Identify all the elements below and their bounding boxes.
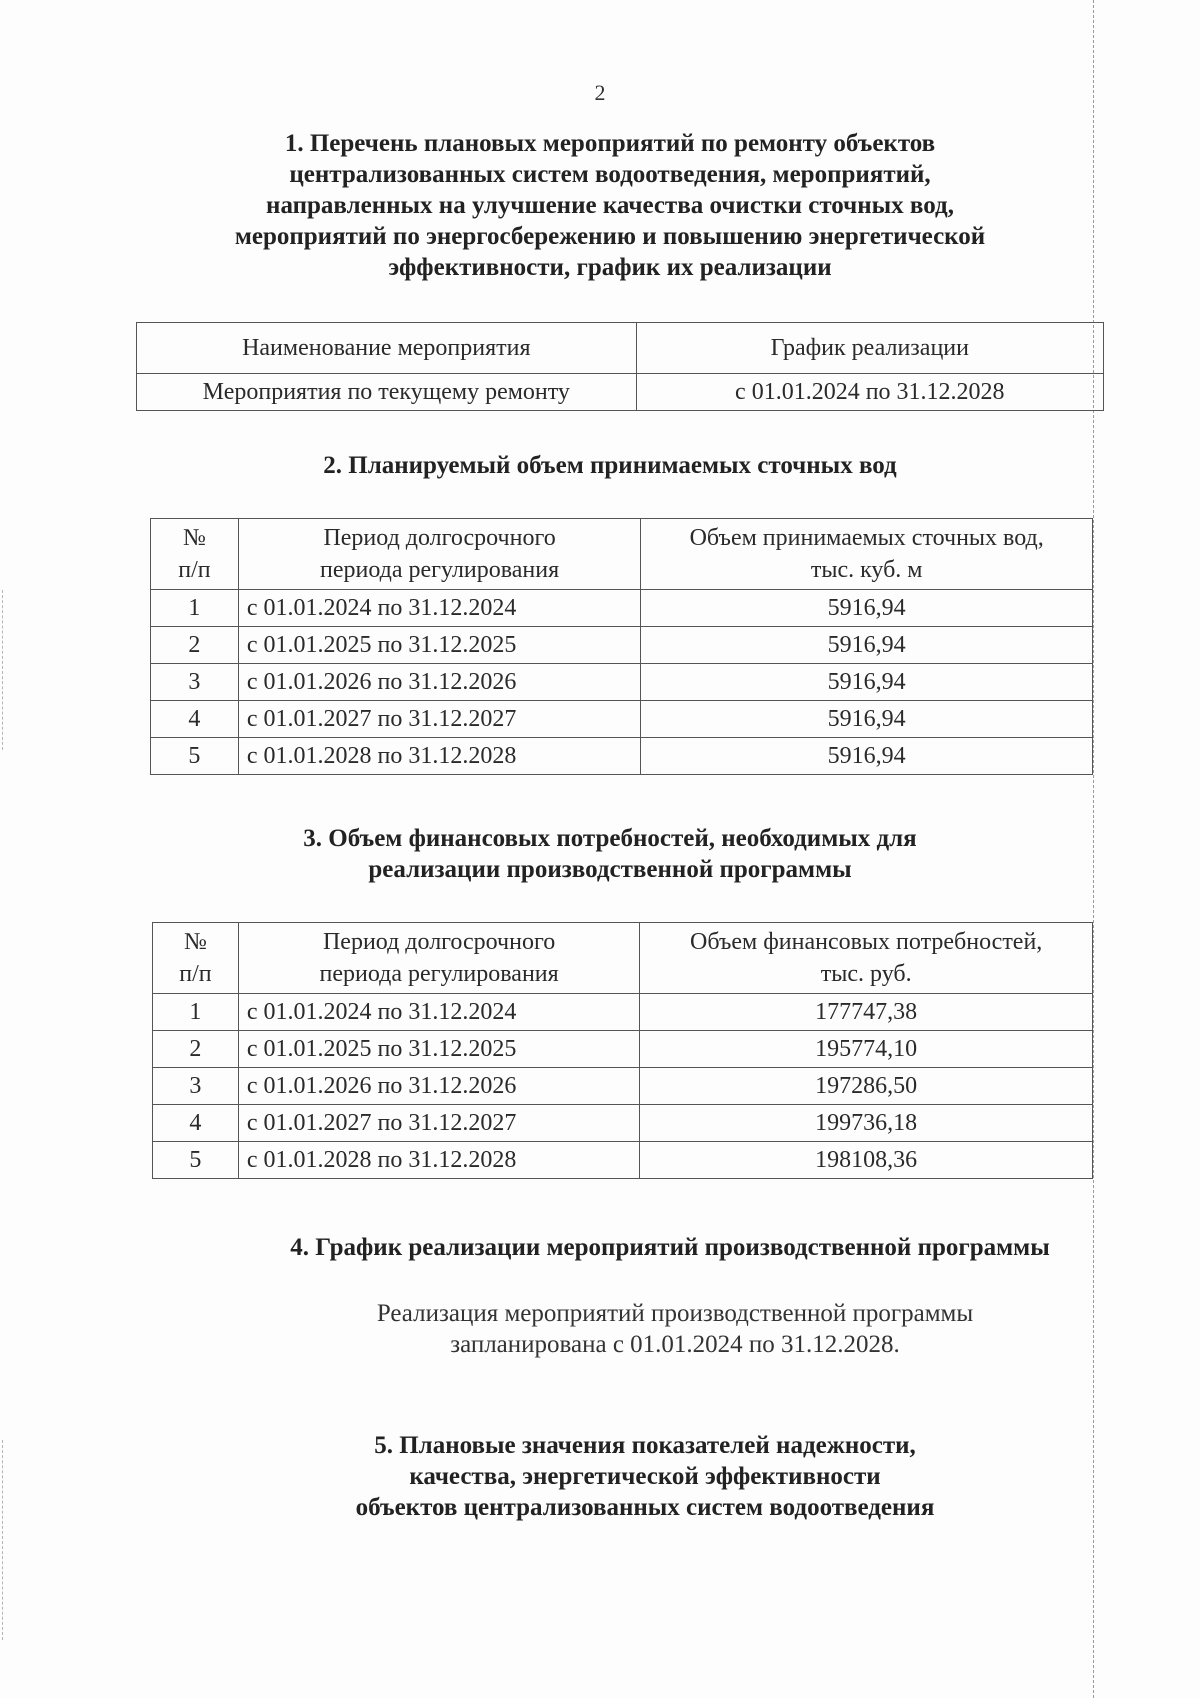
section4-text-line: запланирована с 01.01.2024 по 31.12.2028. (450, 1331, 900, 1358)
section2-table (150, 518, 1093, 775)
section4-text-line: Реализация мероприятий производственной программы (376, 1300, 974, 1327)
table-row (153, 1142, 1093, 1179)
table-row (151, 590, 1093, 627)
column-header: График реализации (636, 323, 1103, 374)
section1-title-line: направленных на улучшение качества очистки сточных вод, (266, 192, 954, 219)
row-number: 5 (153, 1142, 239, 1179)
row-period: с 01.01.2024 по 31.12.2024 (238, 590, 641, 627)
section1-table (136, 322, 1104, 411)
column-header-period (238, 923, 640, 994)
header-line: п/п (178, 557, 211, 583)
row-number: 4 (151, 701, 239, 738)
row-value: 177747,38 (640, 994, 1093, 1031)
table-row (153, 994, 1093, 1031)
table-header-row (153, 923, 1093, 994)
row-period: с 01.01.2028 по 31.12.2028 (238, 738, 641, 775)
row-number: 3 (153, 1068, 239, 1105)
row-value: 5916,94 (641, 590, 1093, 627)
table-row (137, 374, 1104, 411)
header-line: п/п (179, 961, 212, 987)
table-cell: Мероприятия по текущему ремонту (137, 374, 637, 411)
page-number: 2 (594, 80, 606, 105)
header-line: периода регулирования (319, 961, 559, 987)
section5-title-line: объектов централизованных систем водоотведения (355, 1494, 935, 1521)
column-header: Наименование мероприятия (137, 323, 637, 374)
table-cell: с 01.01.2024 по 31.12.2028 (636, 374, 1103, 411)
section5-title-line: качества, энергетической эффективности (409, 1463, 881, 1490)
scan-left-edge-mark (2, 1440, 3, 1640)
table-row (151, 738, 1093, 775)
section1-title-line: мероприятий по энергосбережению и повышению энергетической (234, 223, 986, 250)
section3-title-line: 3. Объем финансовых потребностей, необходимых для (303, 825, 917, 852)
table-header-row (151, 519, 1093, 590)
column-header-finance (640, 923, 1093, 994)
header-line: Период долгосрочного (322, 929, 556, 955)
table-row (151, 701, 1093, 738)
column-header-period (238, 519, 641, 590)
row-number: 3 (151, 664, 239, 701)
row-period: с 01.01.2026 по 31.12.2026 (238, 1068, 640, 1105)
section4-text (250, 1298, 1100, 1360)
column-header-number (153, 923, 239, 994)
column-header-volume (641, 519, 1093, 590)
row-value: 5916,94 (641, 701, 1093, 738)
column-header-number (151, 519, 239, 590)
header-line: Период долгосрочного (323, 525, 556, 551)
section5-title (230, 1430, 1060, 1523)
header-line: № (183, 929, 207, 955)
header-line: тыс. куб. м (810, 557, 923, 583)
row-number: 2 (153, 1031, 239, 1068)
row-period: с 01.01.2027 по 31.12.2027 (238, 1105, 640, 1142)
row-period: с 01.01.2027 по 31.12.2027 (238, 701, 641, 738)
header-line: тыс. руб. (820, 961, 912, 987)
section5-title-line: 5. Плановые значения показателей надежности, (374, 1432, 916, 1459)
scan-left-edge-mark (2, 590, 3, 750)
section1-title (160, 128, 1060, 283)
row-number: 1 (151, 590, 239, 627)
row-value: 197286,50 (640, 1068, 1093, 1105)
row-period: с 01.01.2025 по 31.12.2025 (238, 627, 641, 664)
row-period: с 01.01.2024 по 31.12.2024 (238, 994, 640, 1031)
section3-title (160, 823, 1060, 885)
section2-title: 2. Планируемый объем принимаемых сточных вод (323, 452, 897, 479)
row-number: 2 (151, 627, 239, 664)
row-period: с 01.01.2028 по 31.12.2028 (238, 1142, 640, 1179)
row-number: 1 (153, 994, 239, 1031)
table-row (151, 627, 1093, 664)
table-row (153, 1105, 1093, 1142)
section1-title-line: 1. Перечень плановых мероприятий по ремонту объектов (284, 130, 936, 157)
row-value: 5916,94 (641, 627, 1093, 664)
row-value: 198108,36 (640, 1142, 1093, 1179)
row-period: с 01.01.2025 по 31.12.2025 (238, 1031, 640, 1068)
table-row (153, 1068, 1093, 1105)
header-line: Объем финансовых потребностей, (690, 929, 1043, 955)
table-header-row (137, 323, 1104, 374)
row-number: 4 (153, 1105, 239, 1142)
header-line: периода регулирования (319, 557, 560, 583)
header-line: Объем принимаемых сточных вод, (689, 525, 1044, 551)
row-period: с 01.01.2026 по 31.12.2026 (238, 664, 641, 701)
section1-title-line: централизованных систем водоотведения, мероприятий, (289, 161, 931, 188)
row-value: 195774,10 (640, 1031, 1093, 1068)
row-number: 5 (151, 738, 239, 775)
section1-title-line: эффективности, график их реализации (388, 254, 832, 281)
row-value: 5916,94 (641, 664, 1093, 701)
row-value: 5916,94 (641, 738, 1093, 775)
section4-title: 4. График реализации мероприятий производственной программы (290, 1234, 1050, 1261)
table-row (151, 664, 1093, 701)
section3-table (152, 922, 1093, 1179)
scan-right-edge-line (1093, 0, 1094, 1698)
section3-title-line: реализации производственной программы (368, 856, 852, 883)
row-value: 199736,18 (640, 1105, 1093, 1142)
header-line: № (182, 525, 206, 551)
table-row (153, 1031, 1093, 1068)
